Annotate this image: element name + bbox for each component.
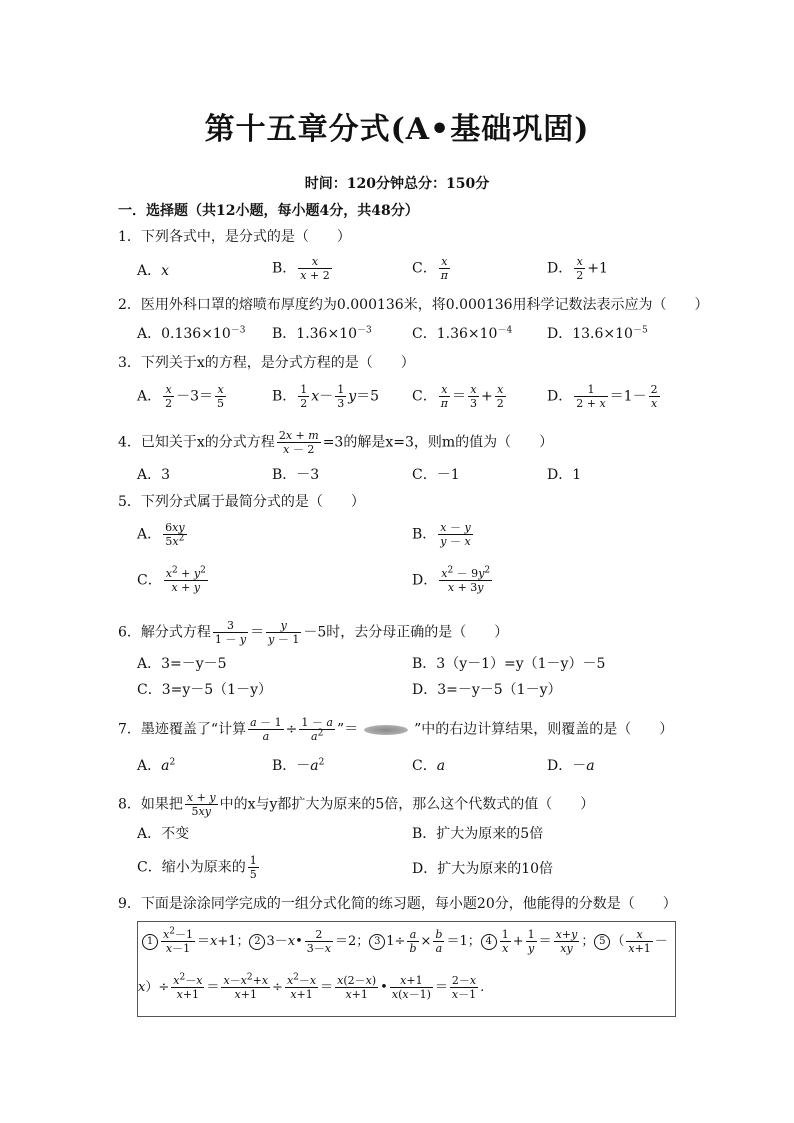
question-8-option-d: D．扩大为原来的10倍 — [412, 861, 554, 877]
question-7-stem-end: ”中的右边计算结果，则覆盖的是（ ） — [414, 721, 674, 738]
question-6-option-d: D．3=－y－5（1－y） — [412, 682, 562, 698]
question-2-option-c: C．$1.36\times 10^{-4}$ — [412, 325, 513, 342]
question-6-stem: 6．解分式方程 $\frac{3}{1 - y}$ ＝ $\frac{y}{y - 1}$ －5时，去分母正确的是（ ） — [118, 619, 509, 646]
question-5-stem: 5．下列分式属于最简分式的是（ ） — [118, 494, 365, 510]
question-3-stem: 3．下列关于x的方程，是分式方程的是（ ） — [118, 355, 415, 371]
section-heading: 一．选择题（共12小题，每小题4分，共48分） — [118, 203, 419, 219]
question-5-option-c: C． $\frac{x^2 + y^2}{x + y}$ — [137, 565, 206, 594]
question-1-stem: 1．下列各式中，是分式的是（ ） — [118, 229, 351, 245]
question-4-option-d: D．1 — [547, 467, 582, 483]
question-6-option-a: A．3=－y－5 — [137, 656, 227, 672]
question-7-stem: 7．墨迹覆盖了“计算 $\frac{a - 1}{a}$ ÷ $\frac{1 - a}{a^2}$ ”＝ ”中的右边计算结果，则覆盖的是（ ） — [118, 716, 674, 743]
question-1-option-a: A．x — [137, 263, 170, 279]
question-8-option-c: C．缩小为原来的 $\frac{1}{5}$ — [137, 854, 257, 881]
question-6-stem-start: 6．解分式方程 — [118, 624, 211, 641]
question-2-option-d: D．$13.6\times 10^{-5}$ — [547, 325, 648, 342]
question-1-option-d: D． $\frac{x}{2}$ +1 — [547, 255, 608, 282]
question-7-option-d: D．－a — [547, 758, 595, 774]
question-4-stem: 4．已知关于x的分式方程 $\frac{2x + m}{x - 2}$ =3的解是x=3，则m的值为（ ） — [118, 429, 554, 456]
question-7-option-b: B．$-a^2$ — [272, 757, 325, 774]
question-3-option-b: B． $\frac{1}{2}$ x－ $\frac{1}{3}$ y＝5 — [272, 383, 380, 410]
question-6-stem-end: 时，去分母正确的是（ ） — [326, 624, 509, 641]
question-8-stem: 8．如果把 $\frac{x + y}{5xy}$ 中的x与y都扩大为原来的5倍，那么这个代数式的值（ ） — [118, 791, 595, 818]
question-9-stem: 9．下面是涂涂同学完成的一组分式化简的练习题，每小题20分，他能得的分数是（ ） — [118, 896, 677, 912]
question-7-stem-start: 7．墨迹覆盖了“计算 — [118, 721, 247, 738]
question-3-option-c: C． $\frac{x}{\pi}$ ＝ $\frac{x}{3}$ + $\frac{x}{2}$ — [412, 383, 504, 410]
question-7-option-c: C．a — [412, 758, 446, 774]
question-2-option-b: B．$1.36\times 10^{-3}$ — [272, 325, 372, 342]
question-4-stem-end: =3的解是x=3，则m的值为（ ） — [322, 434, 554, 451]
question-8-stem-start: 8．如果把 — [118, 796, 183, 813]
ink-blot — [364, 725, 408, 735]
question-6-option-c: C．3=y－5（1－y） — [137, 682, 272, 698]
exam-meta: 时间：120分钟总分：150分 — [304, 176, 490, 192]
question-7-option-a: A．$a^2$ — [137, 757, 176, 774]
exercise-line-1: 1 $\frac{x^2-1}{x-1}$ ＝x+1； 2 3－x• $\frac{2}{3-x}$ ＝2； 3 1÷ $\frac{a}{b}$ × $\frac{b}{a}$ ＝1； 4 $\frac{1}{x}$ + $\frac{1}{y}$ ＝ $\frac{x+y}{xy}$ ； 5 （ $\frac{x}{x+1}$ － — [142, 928, 668, 955]
question-6-option-b: B．3（y－1）=y（1－y）－5 — [412, 656, 606, 672]
question-8-stem-end: 中的x与y都扩大为原来的5倍，那么这个代数式的值（ ） — [219, 796, 595, 813]
exercise-box — [137, 921, 676, 1017]
question-8-option-b: B．扩大为原来的5倍 — [412, 826, 544, 842]
question-4-option-b: B．－3 — [272, 467, 320, 483]
question-5-option-b: B． $\frac{x - y}{y - x}$ — [412, 521, 471, 548]
question-4-option-a: A．3 — [137, 467, 171, 483]
question-4-stem-start: 4．已知关于x的分式方程 — [118, 434, 275, 451]
exercise-line-2: x）÷ $\frac{x^2-x}{x+1}$ ＝ $\frac{x-x^2+x}{x+1}$ ÷ $\frac{x^2-x}{x+1}$ ＝ $\frac{x(2-x)}{x+1}$ • $\frac{x+1}{x(x-1)}$ ＝ $\frac{2-x}{x-1}$ . — [138, 972, 485, 1001]
question-2-option-a: A．$0.136\times 10^{-3}$ — [137, 325, 246, 342]
question-1-option-b: B． $\frac{x}{x + 2}$ — [272, 255, 330, 282]
question-5-option-a: A． $\frac{6xy}{5x^2}$ — [137, 521, 185, 548]
question-1-option-c: C． $\frac{x}{\pi}$ — [412, 255, 448, 282]
question-3-option-d: D． $\frac{1}{2 + x}$ ＝1－ $\frac{2}{x}$ — [547, 383, 658, 410]
question-3-option-a: A． $\frac{x}{2}$ －3＝ $\frac{x}{5}$ — [137, 383, 225, 410]
question-8-option-a: A．不变 — [137, 826, 190, 842]
question-4-option-c: C．－1 — [412, 467, 460, 483]
question-2-stem: 2．医用外科口罩的熔喷布厚度约为0.000136米，将0.000136用科学记数法表示应为（ ） — [118, 297, 709, 313]
page-title: 第十五章分式(A•基础巩固) — [204, 112, 590, 147]
question-5-option-d: D． $\frac{x^2 - 9y^2}{x + 3y}$ — [412, 565, 491, 594]
